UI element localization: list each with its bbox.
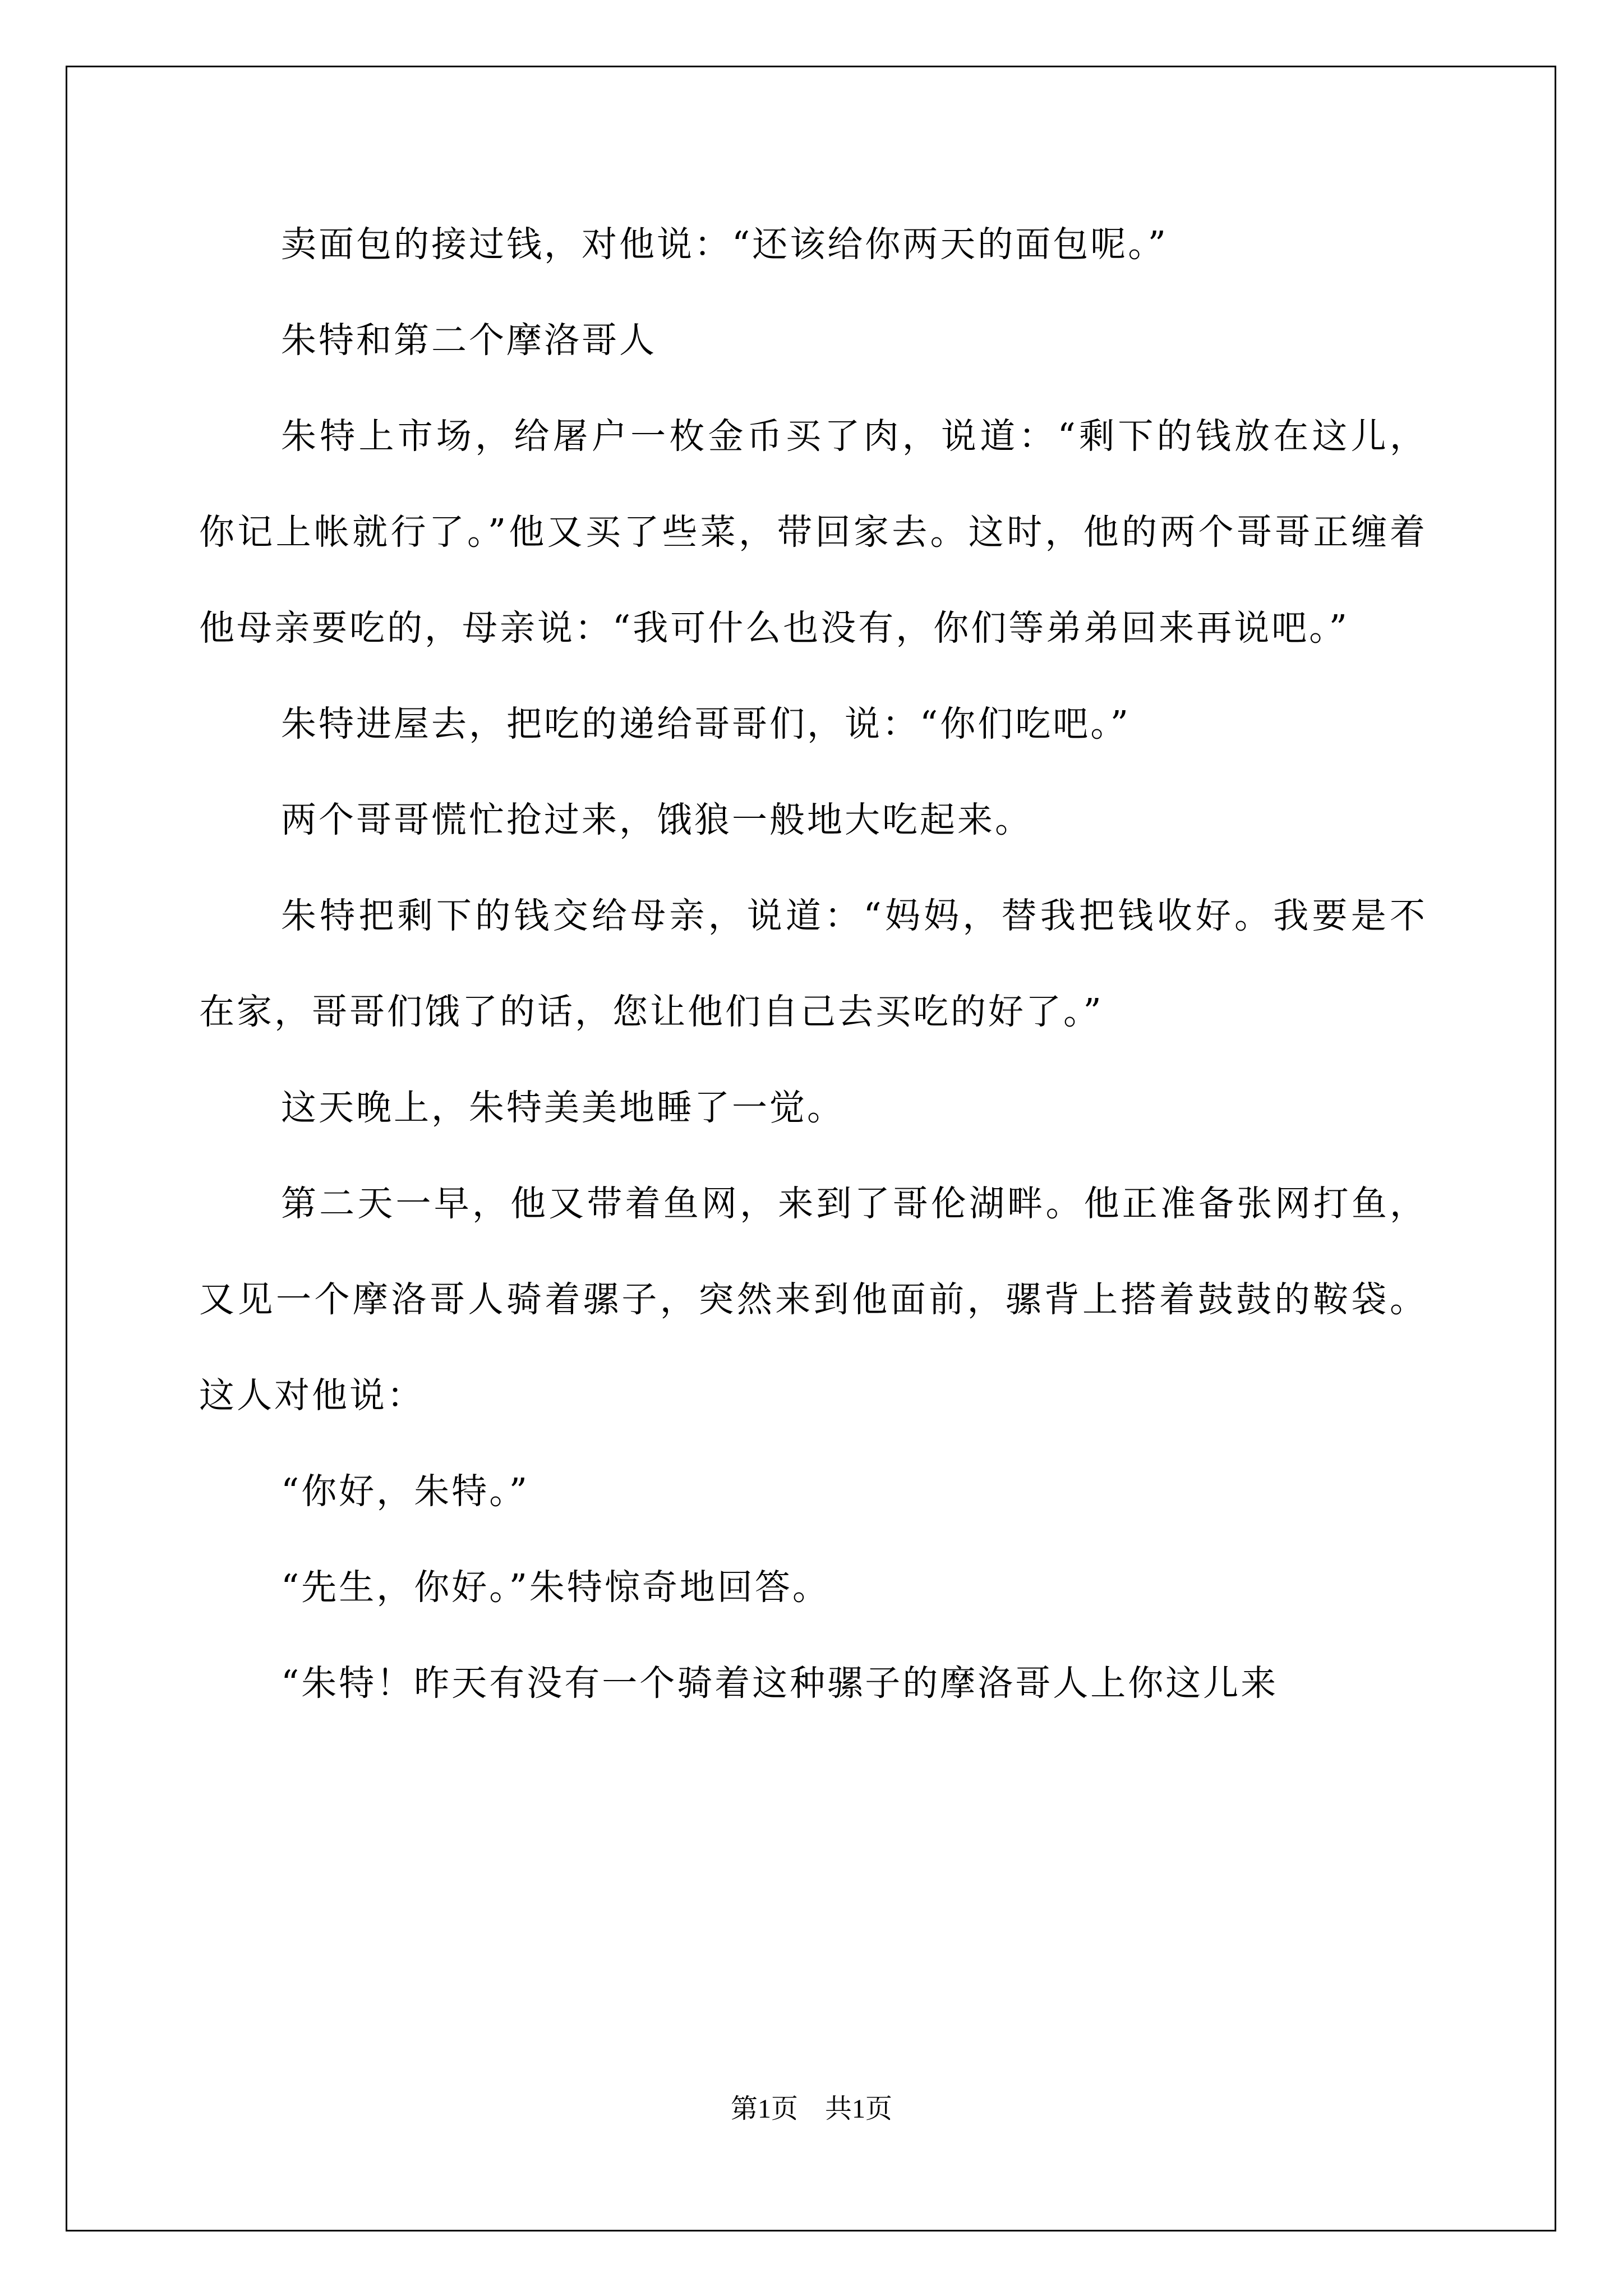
paragraph: 朱特上市场，给屠户一枚金币买了肉，说道：“剩下的钱放在这儿，你记上帐就行了。”他又买了些菜，带回家去。这时，他的两个哥哥正缠着他母亲要吃的，母亲说：“我可什么也没有，你们等弟弟回来再说吧。” — [199, 416, 1427, 648]
paragraph: 卖面包的接过钱，对他说：“还该给你两天的面包呢。” — [281, 224, 1168, 265]
paragraph: “你好，朱特。” — [281, 1471, 529, 1512]
document-body — [199, 196, 1427, 1731]
paragraph: 朱特把剩下的钱交给母亲，说道：“妈妈，替我把钱收好。我要是不在家，哥哥们饿了的话，您让他们自己去买吃的好了。” — [199, 895, 1427, 1032]
section-heading: 朱特和第二个摩洛哥人 — [281, 320, 657, 361]
paragraph: 朱特进屋去，把吃的递给哥哥们，说：“你们吃吧。” — [281, 703, 1131, 744]
paragraph: 这天晚上，朱特美美地睡了一觉。 — [281, 1087, 845, 1128]
paragraph: 第二天一早，他又带着鱼网，来到了哥伦湖畔。他正准备张网打鱼，又见一个摩洛哥人骑着骡子，突然来到他面前，骡背上搭着鼓鼓的鞍袋。这人对他说： — [199, 1183, 1427, 1416]
paragraph: 两个哥哥慌忙抢过来，饿狼一般地大吃起来。 — [281, 799, 1032, 840]
paragraph: “先生，你好。”朱特惊奇地回答。 — [281, 1567, 830, 1608]
page-number-footer: 第1页 共1页 — [730, 2094, 892, 2124]
paragraph: “朱特！昨天有没有一个骑着这种骡子的摩洛哥人上你这儿来 — [281, 1663, 1279, 1704]
